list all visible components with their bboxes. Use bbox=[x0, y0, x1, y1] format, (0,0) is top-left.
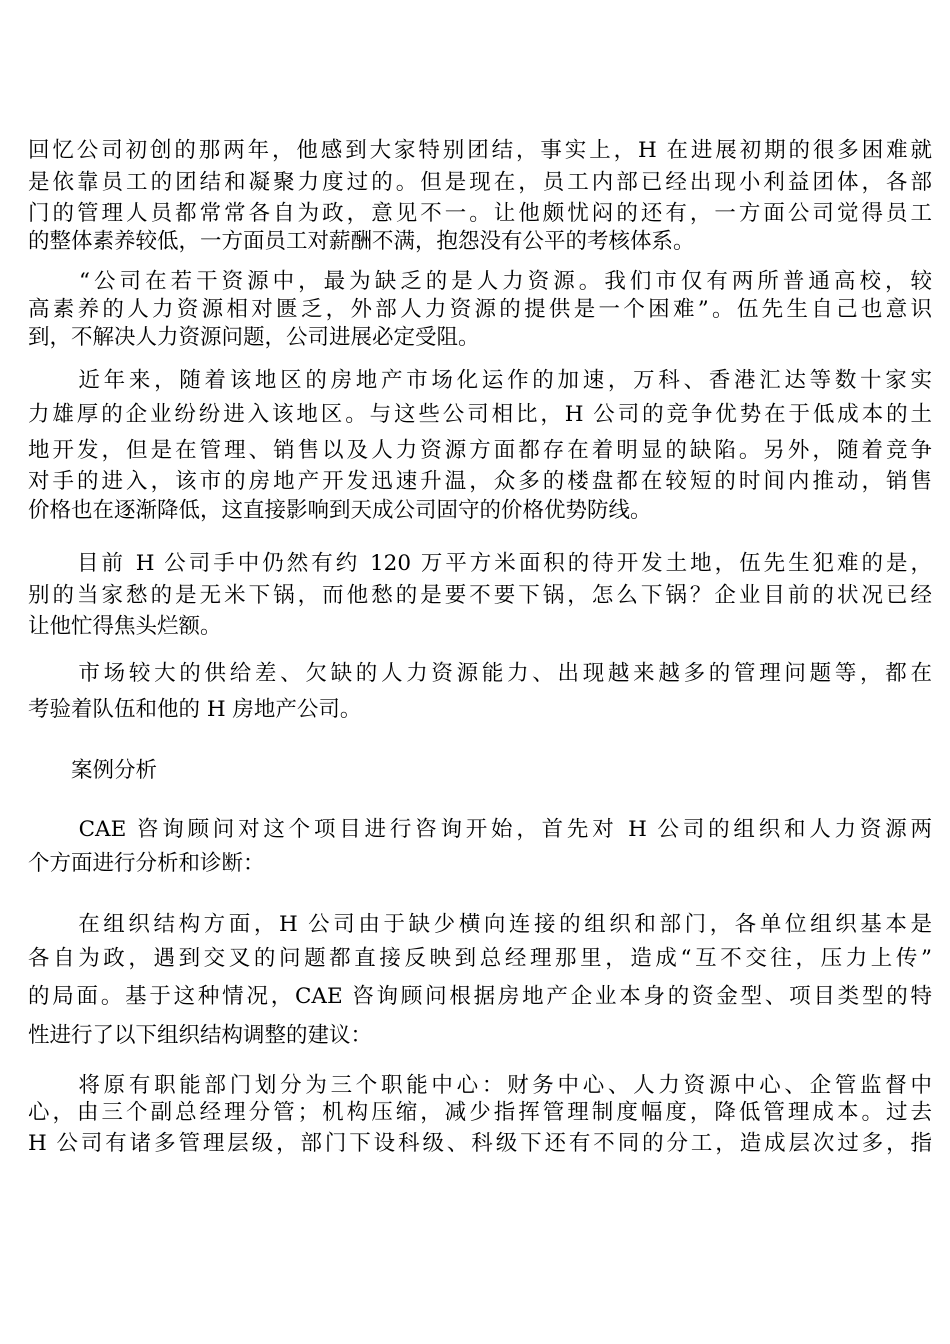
paragraph-2 bbox=[28, 267, 932, 353]
text-line: 近年来，随着该地区的房地产市场化运作的加速，万科、香港汇达等数十家实 bbox=[28, 368, 932, 393]
paragraph-5 bbox=[28, 659, 932, 731]
section-heading-case-analysis bbox=[28, 756, 932, 786]
text-line: 目前 H 公司手中仍然有约 120 万平方米面积的待开发土地，伍先生犯难的是， bbox=[28, 551, 932, 576]
text-line: 市场较大的供给差、欠缺的人力资源能力、出现越来越多的管理问题等，都在 bbox=[28, 661, 932, 686]
paragraph-6 bbox=[28, 815, 932, 883]
text-line: 门的管理人员都常常各自为政，意见不一。让他颇忧闷的还有，一方面公司觉得员工 bbox=[28, 201, 932, 226]
text-line: H 公司有诸多管理层级，部门下设科级、科级下还有不同的分工，造成层次过多，指 bbox=[28, 1131, 932, 1156]
text-line: 的整体素养较低，一方面员工对薪酬不满，抱怨没有公平的考核体系。 bbox=[28, 229, 695, 254]
text-line: “公司在若干资源中，最为缺乏的是人力资源。我们市仅有两所普通高校，较 bbox=[28, 269, 932, 294]
text-line: 到，不解决人力资源问题，公司进展必定受阻。 bbox=[28, 325, 480, 350]
paragraph-7 bbox=[28, 910, 932, 1056]
text-line: 价格也在逐渐降低，这直接影响到天成公司固守的价格优势防线。 bbox=[28, 498, 652, 523]
text-line: 回忆公司初创的那两年，他感到大家特别团结，事实上，H 在进展初期的很多困难就 bbox=[28, 138, 932, 163]
text-line: 各自为政，遇到交叉的问题都直接反映到总经理那里，造成“互不交往，压力上传” bbox=[28, 946, 932, 971]
text-line: 高素养的人力资源相对匮乏，外部人力资源的提供是一个困难”。伍先生自己也意识 bbox=[28, 297, 932, 322]
paragraph-8 bbox=[28, 1071, 932, 1163]
text-line: 个方面进行分析和诊断： bbox=[28, 851, 265, 876]
text-line: 地开发，但是在管理、销售以及人力资源方面都存在着明显的缺陷。另外，随着竞争 bbox=[28, 438, 932, 463]
paragraph-1 bbox=[28, 136, 932, 256]
text-line: 让他忙得焦头烂额。 bbox=[28, 614, 222, 639]
text-line: 的局面。基于这种情况，CAE 咨询顾问根据房地产企业本身的资金型、项目类型的特 bbox=[28, 984, 932, 1009]
text-line: 性进行了以下组织结构调整的建议： bbox=[28, 1023, 373, 1048]
text-line: 在组织结构方面，H 公司由于缺少横向连接的组织和部门，各单位组织基本是 bbox=[28, 912, 932, 937]
text-line: 考验着队伍和他的 H 房地产公司。 bbox=[28, 697, 362, 722]
text-line: 心，由三个副总经理分管；机构压缩，减少指挥管理制度幅度，降低管理成本。过去 bbox=[28, 1100, 932, 1125]
text-line: 别的当家愁的是无米下锅，而他愁的是要不要下锅，怎么下锅？企业目前的状况已经 bbox=[28, 583, 932, 608]
paragraph-4 bbox=[28, 549, 932, 641]
paragraph-3 bbox=[28, 366, 932, 526]
text-line: CAE 咨询顾问对这个项目进行咨询开始，首先对 H 公司的组织和人力资源两 bbox=[28, 817, 932, 842]
text-line: 对手的进入，该市的房地产开发迅速升温，众多的楼盘都在较短的时间内推动，销售 bbox=[28, 469, 932, 494]
text-line: 案例分析 bbox=[28, 758, 158, 783]
text-line: 将原有职能部门划分为三个职能中心：财务中心、人力资源中心、企管监督中 bbox=[28, 1073, 932, 1098]
text-line: 力雄厚的企业纷纷进入该地区。与这些公司相比，H 公司的竞争优势在于低成本的土 bbox=[28, 402, 932, 427]
text-line: 是依靠员工的团结和凝聚力度过的。但是现在，员工内部已经出现小利益团体，各部 bbox=[28, 170, 932, 195]
